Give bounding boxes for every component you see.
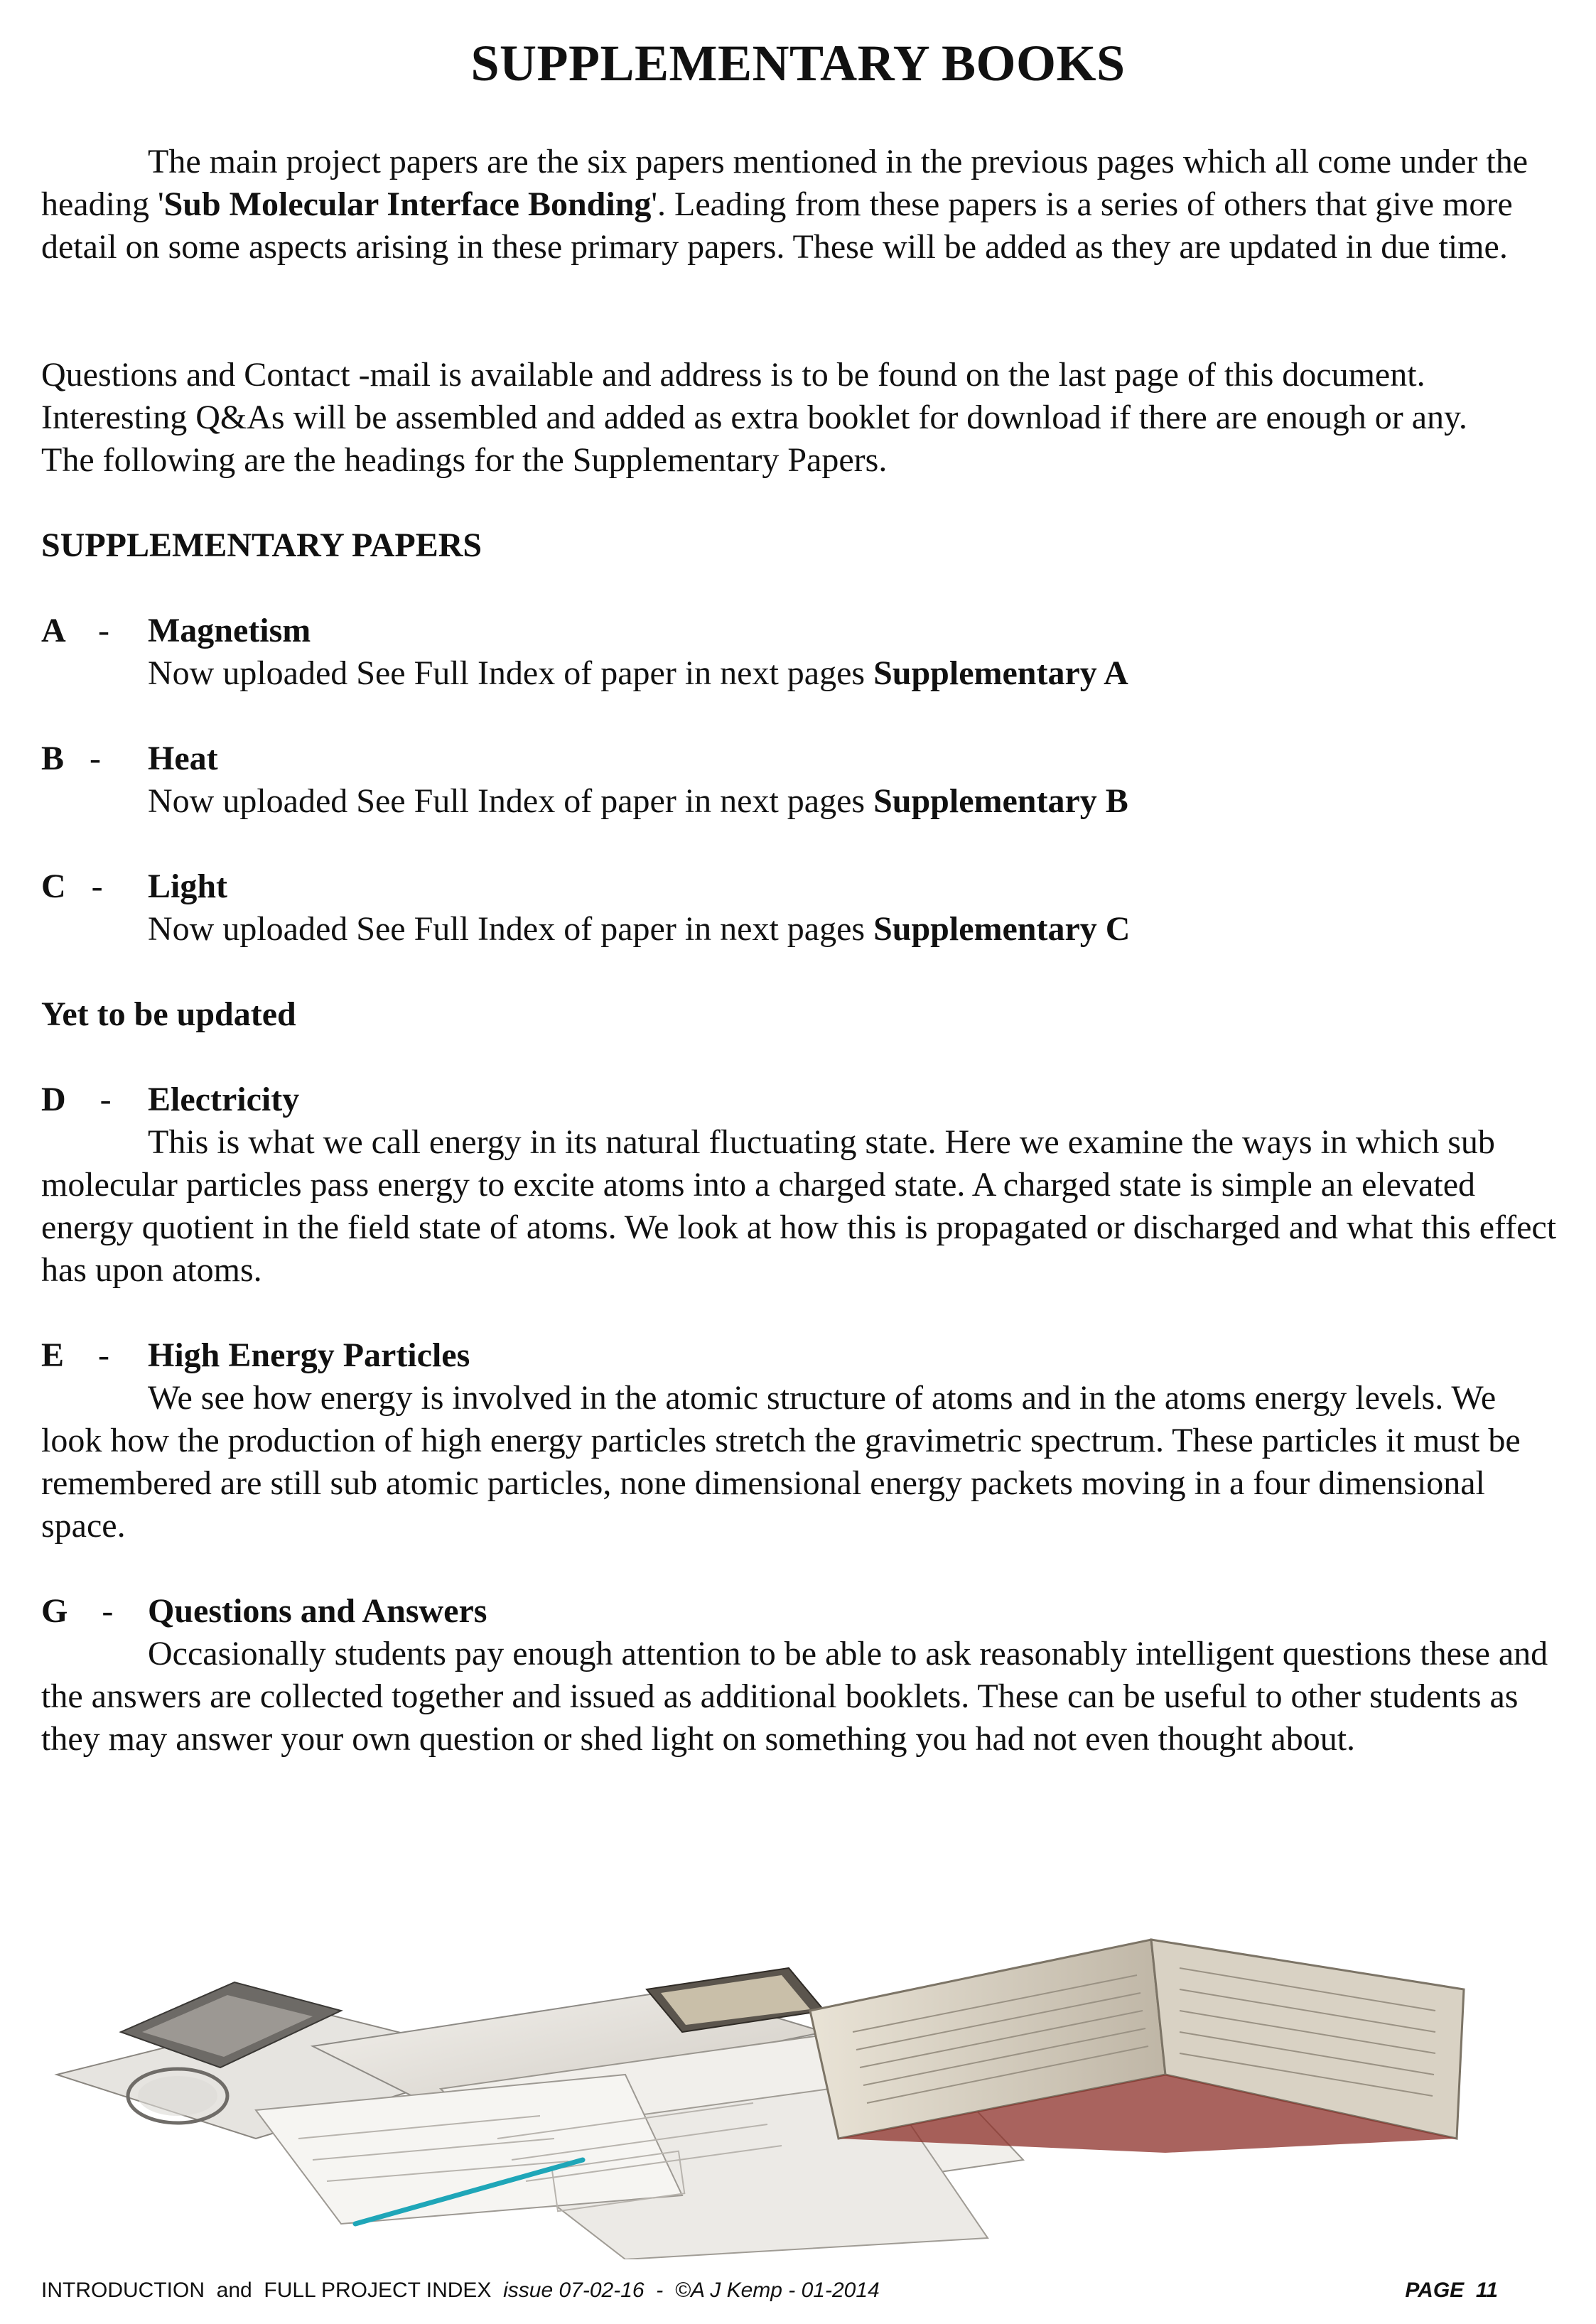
scattered-books-and-papers-icon bbox=[43, 1925, 1506, 2259]
pending-heading-block bbox=[41, 993, 1562, 1036]
questions-paragraph bbox=[41, 354, 1562, 482]
entry-b bbox=[41, 737, 1562, 823]
intro-bold-term: Sub Molecular Interface Bonding bbox=[163, 185, 652, 223]
footer-doc-title: INTRODUCTION and FULL PROJECT INDEX bbox=[41, 2279, 504, 2302]
entry-letter: A - bbox=[41, 612, 109, 649]
intro-text-1: The main project papers are the six papers mentioned in the previous pages which all come under the heading ' bbox=[41, 143, 1528, 223]
entry-e bbox=[41, 1334, 1562, 1547]
entry-g-text: Occasionally students pay enough attention to be able to ask reasonably intelligent questions these and the answers are collected together and issued as additional booklets. These can be useful to other students as they may answer your own question or shed light on something you had not even thought about. bbox=[41, 1635, 1548, 1758]
questions-line-3: The following are the headings for the Supplementary Papers. bbox=[41, 441, 888, 479]
entry-a-heading bbox=[41, 610, 1562, 652]
entry-letter: B - bbox=[41, 740, 101, 777]
section-heading: SUPPLEMENTARY PAPERS bbox=[41, 526, 482, 564]
page-title: SUPPLEMENTARY BOOKS bbox=[470, 35, 1126, 92]
entry-title: Heat bbox=[148, 740, 218, 777]
entry-title: Questions and Answers bbox=[148, 1592, 487, 1630]
entry-c-heading bbox=[41, 865, 1562, 908]
entry-g bbox=[41, 1590, 1562, 1761]
entry-ref: Supplementary A bbox=[873, 654, 1128, 692]
entry-letter: D - bbox=[41, 1081, 112, 1118]
questions-line-2: Interesting Q&As will be assembled and added as extra booklet for download if there are enough or any. bbox=[41, 399, 1467, 436]
entry-d bbox=[41, 1079, 1562, 1292]
entry-b-note: Now uploaded See Full Index of paper in next pages Supplementary B bbox=[148, 782, 1128, 820]
pending-heading: Yet to be updated bbox=[41, 995, 296, 1033]
section-heading-block bbox=[41, 524, 1562, 567]
questions-line-1: Questions and Contact -mail is available and address is to be found on the last page of this document. bbox=[41, 356, 1425, 394]
entry-c bbox=[41, 865, 1562, 951]
entry-e-text: We see how energy is involved in the atomic structure of atoms and in the atoms energy levels. We look how the production of high energy particles stretch the gravimetric spectrum. These particles it must be remembered are still sub atomic particles, none dimensional energy packets moving in a four dimensional space. bbox=[41, 1379, 1521, 1545]
entry-d-text: This is what we call energy in its natural fluctuating state. Here we examine the ways in which sub molecular particles pass energy to excite atoms into a charged state. A charged state is simple an elevated energy quotient in the field state of atoms. We look at how this is propagated or discharged and what this effect has upon atoms. bbox=[41, 1123, 1557, 1289]
entry-ref: Supplementary B bbox=[873, 782, 1128, 820]
entry-ref: Supplementary C bbox=[873, 910, 1131, 948]
document-body bbox=[41, 141, 1562, 269]
entry-title: Electricity bbox=[148, 1081, 300, 1118]
entry-title: High Energy Particles bbox=[148, 1336, 470, 1374]
entry-letter: C - bbox=[41, 868, 103, 905]
entry-title: Magnetism bbox=[148, 612, 311, 649]
footer-document-info bbox=[41, 2279, 880, 2303]
entry-b-heading bbox=[41, 737, 1562, 780]
entry-c-note: Now uploaded See Full Index of paper in next pages Supplementary C bbox=[148, 910, 1131, 948]
entry-e-heading bbox=[41, 1334, 1562, 1377]
footer-issue: issue 07-02-16 - ©A J Kemp - 01-2014 bbox=[503, 2279, 880, 2302]
page-number: PAGE 11 bbox=[1405, 2279, 1498, 2302]
entry-d-heading bbox=[41, 1079, 1562, 1121]
intro-paragraph bbox=[41, 141, 1562, 269]
entry-letter: E - bbox=[41, 1336, 109, 1374]
entry-g-heading bbox=[41, 1590, 1562, 1633]
entry-letter: G - bbox=[41, 1592, 114, 1630]
entry-a bbox=[41, 610, 1562, 695]
intro-text-2: '. Leading from these papers is a series of others that give more detail on some aspects arising in these primary papers. These will be added as they are updated in due time. bbox=[41, 185, 1513, 266]
entry-a-note: Now uploaded See Full Index of paper in next pages Supplementary A bbox=[148, 654, 1128, 692]
entry-title: Light bbox=[148, 868, 228, 905]
